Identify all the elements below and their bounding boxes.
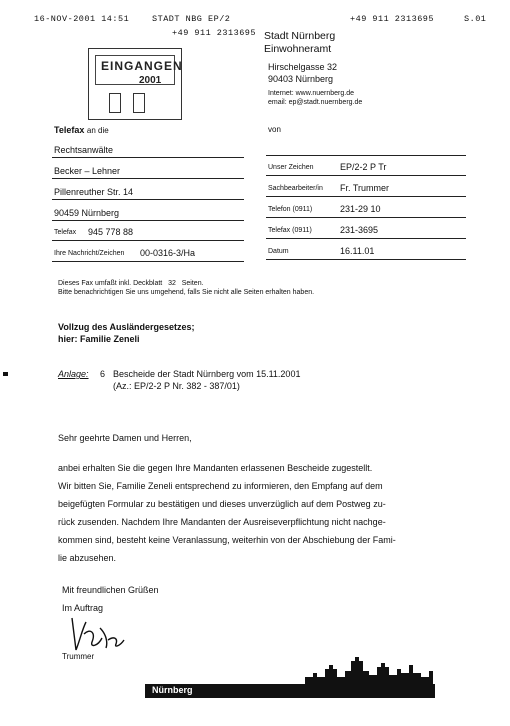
fax-header-sender: STADT NBG EP/2 (152, 14, 231, 24)
recipient-line1: Rechtsanwälte (54, 145, 114, 155)
fax-header-page: S.01 (464, 14, 487, 24)
recipient-ref-value: 00-0316-3/Ha (140, 248, 196, 258)
von-label: von (268, 125, 281, 134)
fax-header-number: +49 911 2313695 (350, 14, 435, 24)
fax-info-line1: Dieses Fax umfaßt inkl. Deckblatt 32 Seiten. (58, 280, 204, 287)
recipient-telefax-value: 945 778 88 (88, 227, 134, 237)
signature-name: Trummer (62, 652, 95, 661)
signature-image (62, 610, 132, 658)
field-value-telefax: 231-3695 (340, 225, 379, 235)
field-value-unser-zeichen: EP/2-2 P Tr (340, 162, 387, 172)
subject-line2: hier: Familie Zeneli (58, 334, 140, 344)
recipient-line2: Becker – Lehner (54, 166, 121, 176)
field-value-datum: 16.11.01 (340, 246, 375, 256)
sender-email: email: ep@stadt.nuernberg.de (268, 99, 363, 106)
footer-logo-text: Nürnberg (152, 685, 193, 695)
body-line-1: anbei erhalten Sie die gegen Ihre Mandanten erlassenen Bescheide zugestellt. (58, 463, 373, 473)
nuernberg-skyline-logo (305, 655, 435, 685)
field-value-sachbearbeiter: Fr. Trummer (340, 183, 389, 193)
salutation: Sehr geehrte Damen und Herren, (58, 433, 192, 443)
field-value-telefon: 231-29 10 (340, 204, 381, 214)
received-stamp (88, 48, 182, 120)
telefax-label: Telefax (54, 125, 85, 135)
sender-street: Hirschelgasse 32 (268, 62, 338, 72)
sender-city: 90403 Nürnberg (268, 74, 334, 84)
body-line-2: Wir bitten Sie, Familie Zeneli entsprechend zu informieren, den Empfang auf dem (58, 481, 383, 491)
field-label-telefax: Telefax (0911) (268, 227, 312, 234)
fax-info-pages: 32 (168, 280, 176, 287)
sender-internet: Internet: www.nuernberg.de (268, 90, 354, 97)
stamp-date: 2001 (139, 75, 162, 86)
field-label-telefon: Telefon (0911) (268, 206, 313, 213)
recipient-line3: Pillenreuther Str. 14 (54, 187, 134, 197)
stamp-text: EINGANGEN (101, 59, 183, 73)
telefax-an-die: an die (86, 126, 109, 135)
recipient-line4: 90459 Nürnberg (54, 208, 120, 218)
fax-header-number-2: +49 911 2313695 (172, 28, 257, 38)
field-label-unser-zeichen: Unser Zeichen (268, 164, 314, 171)
enclosure-line2: (Az.: EP/2-2 P Nr. 382 - 387/01) (113, 381, 240, 391)
closing: Mit freundlichen Grüßen (62, 585, 159, 595)
subject-line1: Vollzug des Ausländergesetzes; (58, 322, 195, 332)
scan-mark (3, 372, 8, 376)
body-line-4: rück zusenden. Nachdem Ihre Mandanten der Ausreiseverpflichtung nicht nachge- (58, 517, 386, 527)
enclosure-line1: Bescheide der Stadt Nürnberg vom 15.11.2001 (113, 369, 301, 379)
body-line-5: kommen sind, besteht keine Veranlassung, weiterhin von der Abschiebung der Fami- (58, 535, 396, 545)
body-line-3: beigefügten Formular zu bestätigen und dieses unverzüglich auf dem Postweg zu- (58, 499, 386, 509)
recipient-telefax-label: Telefax (54, 229, 77, 236)
sender-dept: Einwohneramt (264, 43, 332, 55)
recipient-ref-label: Ihre Nachricht/Zeichen (54, 250, 125, 257)
enclosure-label: Anlage: (58, 369, 89, 379)
enclosure-count: 6 (100, 369, 106, 379)
field-label-datum: Datum (268, 248, 289, 255)
telefax-heading (54, 125, 109, 135)
im-auftrag: Im Auftrag (62, 603, 104, 613)
fax-info-line2: Bitte benachrichtigen Sie uns umgehend, falls Sie nicht alle Seiten erhalten haben. (58, 289, 315, 296)
field-label-sachbearbeiter: Sachbearbeiter/in (268, 185, 323, 192)
sender-org: Stadt Nürnberg (264, 30, 336, 42)
body-line-6: lie abzusehen. (58, 553, 117, 563)
fax-header-datetime: 16-NOV-2001 14:51 (34, 14, 130, 24)
